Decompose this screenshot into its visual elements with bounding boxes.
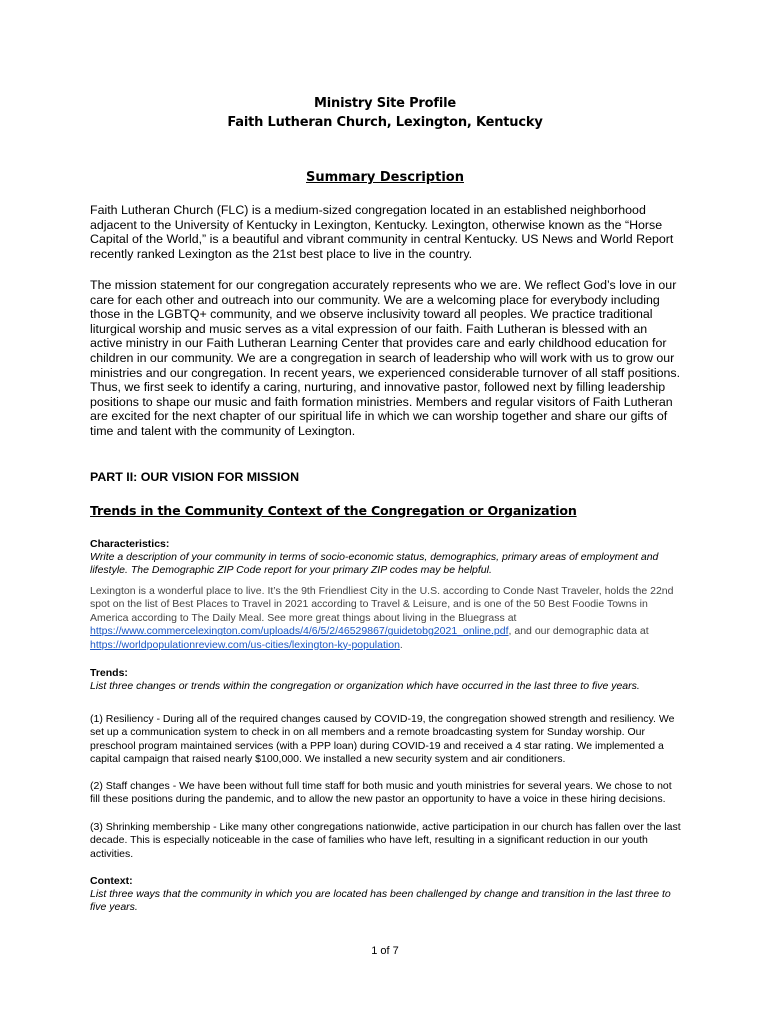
- characteristics-answer-mid: , and our demographic data at: [508, 625, 649, 638]
- trends-section-heading: Trends in the Community Context of the Congregation or Organization: [90, 503, 577, 518]
- characteristics-answer-end: .: [399, 638, 403, 651]
- trends-prompt: List three changes or trends within the congregation or organization which have occurred in the last three to five years.: [90, 680, 640, 692]
- summary-heading: Summary Description: [306, 170, 464, 185]
- summary-paragraph-1: Faith Lutheran Church (FLC) is a medium-sized congregation located in an established neighborhood adjacent to the University of Kentucky in Lexington, Kentucky. Lexington, otherwise known as the “Horse Capital of the World,” is a beautiful and vibrant community in central Kentucky. US News and World Report recently ranked Lexington as the 21st best place to live in the country.: [90, 203, 674, 261]
- commerce-lexington-link[interactable]: https://www.commercelexington.com/uploads/4/6/5/2/46529867/guidetobg2021_online.pdf: [90, 625, 509, 638]
- page-number: 1 of 7: [371, 945, 399, 957]
- trend-item-2: (2) Staff changes - We have been without full time staff for both music and youth ministries for several years. We chose to not fill these positions during the pandemic, and to allow the new pastor an opportunity to have a voice in these hiring decisions.: [90, 780, 672, 806]
- characteristics-answer-text: Lexington is a wonderful place to live. It’s the 9th Friendliest City in the U.S. according to Conde Nast Traveler, holds the 22nd spot on the list of Best Places to Travel in 2021 according to Travel & Leisure, and is one of the 50 Best Foodie Towns in America according to The Daily Meal. See more great things about living in the Bluegrass at: [90, 585, 674, 624]
- characteristics-prompt: Write a description of your community in terms of socio-economic status, demographics, primary areas of employment and lifestyle. The Demographic ZIP Code report for your primary ZIP codes may be helpful.: [90, 551, 659, 577]
- summary-paragraph-2: The mission statement for our congregation accurately represents who we are. We reflect God’s love in our care for each other and outreach into our community. We are a welcoming place for everybody including those in the LGBTQ+ community, and we observe inclusivity toward all peoples. We practice traditional liturgical worship and music serves as a vital expression of our faith. Faith Lutheran is blessed with an active ministry in our Faith Lutheran Learning Center that provides care and early childhood education for children in our community. We are a congregation in search of leadership who will work with us to grow our ministries and our congregation. In recent years, we experienced considerable turnover of all staff positions. Thus, we first seek to identify a caring, nurturing, and innovative pastor, followed next by filling leadership positions to shape our music and faith formation ministries. Members and regular visitors of Faith Lutheran are excited for the next chapter of our spiritual life in which we can worship together and share our gifts of time and talent with the community of Lexington.: [90, 278, 681, 438]
- trends-label: Trends:: [90, 667, 128, 679]
- document-subtitle: Faith Lutheran Church, Lexington, Kentucky: [227, 115, 543, 130]
- part-heading: PART II: OUR VISION FOR MISSION: [90, 470, 300, 484]
- context-prompt: List three ways that the community in which you are located has been challenged by change and transition in the last three to five years.: [90, 888, 671, 914]
- population-review-link[interactable]: https://worldpopulationreview.com/us-cities/lexington-ky-population: [90, 638, 400, 651]
- trend-item-3: (3) Shrinking membership - Like many other congregations nationwide, active participation in our church has fallen over the last decade. This is especially noticeable in the case of families who have left, resulting in a significant reduction in our youth activities.: [90, 821, 681, 860]
- context-label: Context:: [90, 875, 133, 887]
- characteristics-answer: [90, 585, 682, 652]
- document-title: Ministry Site Profile: [314, 96, 456, 111]
- trend-item-1: (1) Resiliency - During all of the required changes caused by COVID-19, the congregation showed strength and resiliency. We set up a communication system to check in on all members and a remote broadcasting system for Sunday worship. Our preschool program maintained services (with a PPP loan) during COVID-19 and received a 4 star rating. We implemented a capital campaign that raised nearly $100,000. We installed a new security system and air conditioners.: [90, 713, 675, 766]
- characteristics-label: Characteristics:: [90, 538, 170, 550]
